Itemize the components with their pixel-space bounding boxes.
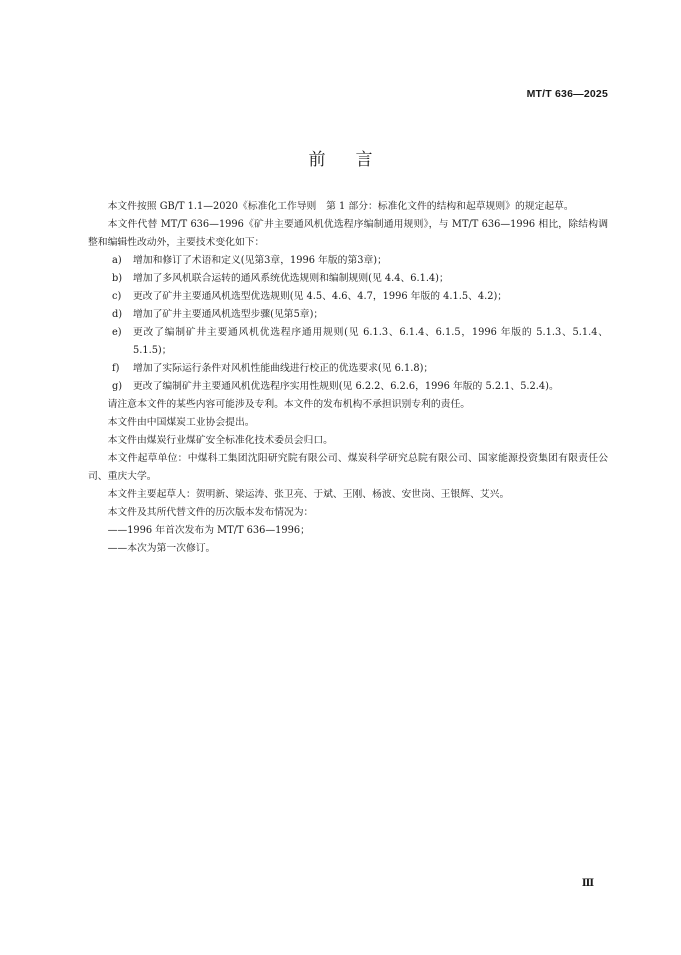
standard-number: MT/T 636—2025 bbox=[526, 88, 608, 100]
history-item: ——本次为第一次修订。 bbox=[107, 543, 216, 554]
list-item-text: 增加了实际运行条件对风机性能曲线进行校正的优选要求(见 6.1.8)； bbox=[133, 363, 434, 374]
list-item bbox=[88, 270, 608, 288]
list-item-text: 更改了矿井主要通风机选型优选规则(见 4.5、4.6、4.7，1996 年版的 4.1.5、4.2)； bbox=[133, 291, 508, 302]
list-item bbox=[88, 378, 608, 396]
list-item-label: e) bbox=[112, 327, 122, 338]
list-item bbox=[88, 360, 608, 378]
paragraph-replaces: 本文件代替 MT/T 636—1996《矿井主要通风机优选程序编制通用规则》，与 MT/T 636—1996 相比，除结构调整和编辑性改动外，主要技术变化如下： bbox=[88, 219, 608, 248]
page-number: Ⅲ bbox=[581, 878, 594, 889]
list-item-label: f) bbox=[112, 363, 120, 374]
changes-list bbox=[88, 252, 608, 396]
list-item-text: 增加和修订了术语和定义(见第3章，1996 年版的第3章)； bbox=[133, 255, 387, 266]
list-item-text: 增加了矿井主要通风机选型步骤(见第5章)； bbox=[133, 309, 324, 320]
list-item-text: 增加了多风机联合运转的通风系统优选规则和编制规则(见 4.4、6.1.4)； bbox=[133, 273, 449, 284]
list-item bbox=[88, 252, 608, 270]
list-item-label: g) bbox=[112, 381, 123, 392]
foreword-body bbox=[88, 198, 608, 558]
paragraph-technical-committee: 本文件由煤炭行业煤矿安全标准化技术委员会归口。 bbox=[107, 435, 333, 446]
paragraph-version-history: 本文件及其所代替文件的历次版本发布情况为： bbox=[107, 507, 314, 518]
list-item-text: 更改了编制矿井主要通风机优选程序通用规则(见 6.1.3、6.1.4、6.1.5，1996 年版的 5.1.3、5.1.4、5.1.5)； bbox=[133, 327, 608, 356]
list-item-label: b) bbox=[112, 273, 123, 284]
paragraph-drafting-organizations: 本文件起草单位：中煤科工集团沈阳研究院有限公司、煤炭科学研究总院有限公司、国家能源投资集团有限责任公司、重庆大学。 bbox=[88, 453, 608, 482]
list-item-label: c) bbox=[112, 291, 122, 302]
paragraph-drafters: 本文件主要起草人：贺明新、梁运涛、张卫亮、于斌、王刚、杨波、安世岗、王银辉、艾兴。 bbox=[107, 489, 510, 500]
list-item bbox=[88, 306, 608, 324]
list-item bbox=[88, 288, 608, 306]
paragraph-patent-notice: 请注意本文件的某些内容可能涉及专利。本文件的发布机构不承担识别专利的责任。 bbox=[107, 399, 471, 410]
list-item bbox=[88, 324, 608, 360]
page-title: 前言 bbox=[308, 150, 403, 170]
list-item-label: a) bbox=[112, 255, 122, 266]
paragraph-proposer: 本文件由中国煤炭工业协会提出。 bbox=[107, 417, 255, 428]
history-item: ——1996 年首次发布为 MT/T 636—1996； bbox=[107, 525, 310, 536]
list-item-label: d) bbox=[112, 309, 123, 320]
paragraph-drafting-rules: 本文件按照 GB/T 1.1—2020《标准化工作导则 第 1 部分：标准化文件的结构和起草规则》的规定起草。 bbox=[107, 201, 574, 212]
list-item-text: 更改了编制矿井主要通风机优选程序实用性规则(见 6.2.2、6.2.6，1996 年版的 5.2.1、5.2.4)。 bbox=[133, 381, 559, 392]
